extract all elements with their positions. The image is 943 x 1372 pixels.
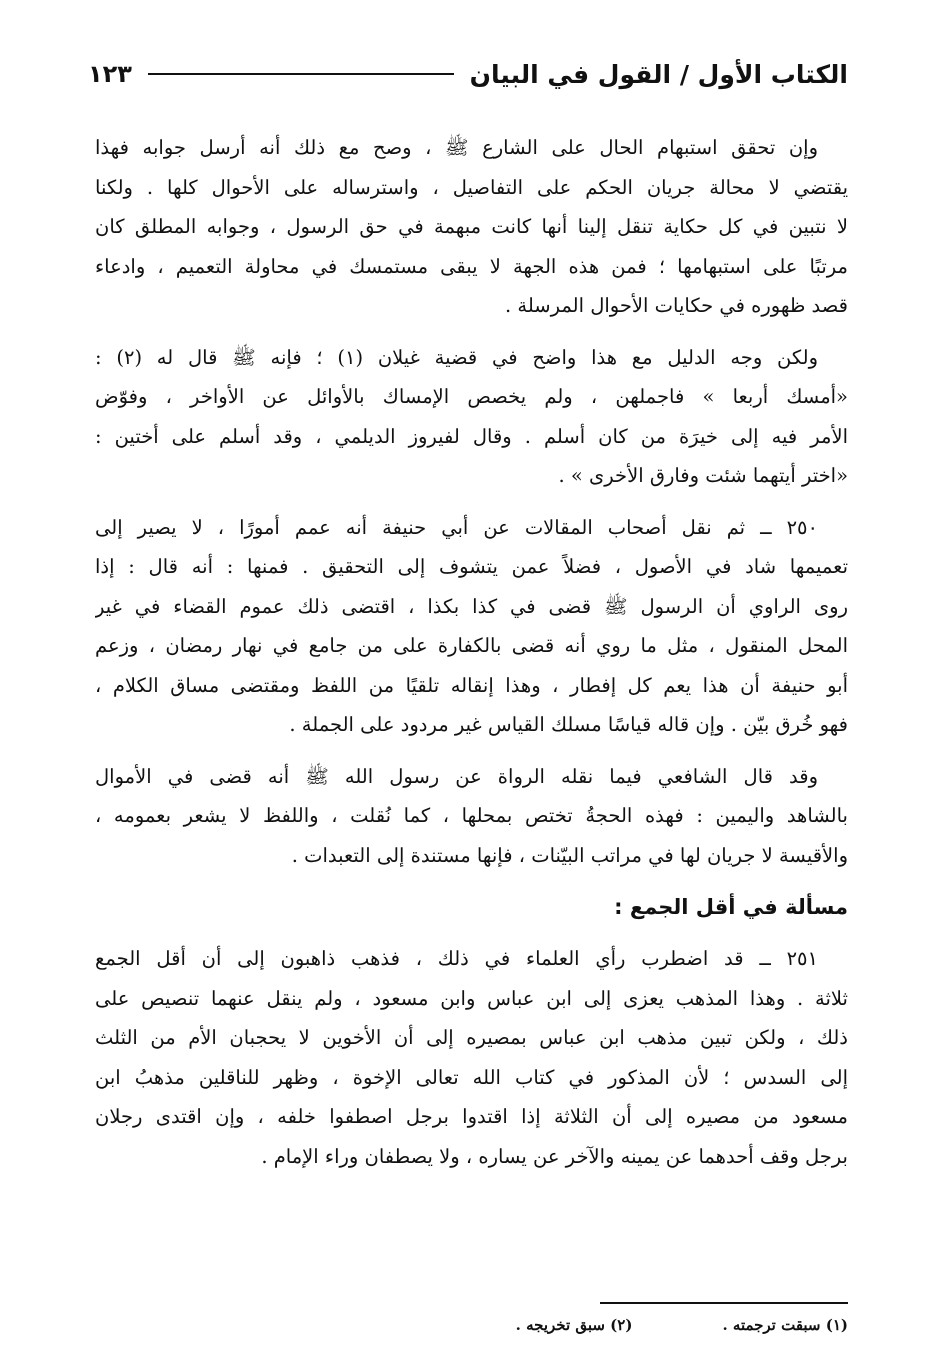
footnote-1: (١) سبقت ترجمته . — [722, 1316, 848, 1334]
header-rule — [148, 73, 454, 75]
footnote-rule — [600, 1302, 848, 1304]
text-line: والأقيسة لا جريان لها في مراتب البيّنات ، فإنها مستندة إلى التعبدات . — [291, 843, 848, 867]
text-line: بالشاهد واليمين : فهذه الحجةُ تختص بمحلها ، كما نُقلت ، واللفظ لا يشعر بعمومه ، — [95, 804, 848, 827]
text-line: ٢٥٠ ــ ثم نقل أصحاب المقالات عن أبي حنيفة أنه عمم أمورًا ، لا يصير إلى — [95, 515, 818, 539]
text-line: «أمسك أربعا » فاجملهن ، ولم يخصص الإمساك بالأوائل عن الأواخر ، وفوّض — [95, 385, 848, 408]
text-line: وإن تحقق استبهام الحال على الشارع ﷺ ، وصح مع ذلك أنه أرسل جوابه فهذا — [95, 136, 818, 159]
text-line: «اختر أيتهما شئت وفارق الأخرى » . — [558, 464, 848, 487]
chapter-title: الكتاب الأول / القول في البيان — [469, 59, 848, 89]
text-line: برجل وقف أحدهما عن يمينه والآخر عن يساره ، ولا يصطفان وراء الإمام . — [261, 1144, 848, 1168]
text-line: لا نتبين في كل حكاية تنقل إلينا أنها كانت مبهمة في حق الرسول ، وجوابه المطلق كان — [95, 215, 848, 238]
main-text — [95, 128, 848, 1188]
text-line: يقتضي لا محالة جريان الحكم على التفاصيل ، واسترساله على الأحوال كلها . ولكنا — [95, 175, 848, 199]
text-line: مسعود من مصيره إلى أن الثلاثة إذا اقتدوا برجل اصطفوا خلفه ، وإن اقتدى رجلان — [95, 1105, 848, 1128]
paragraph — [95, 939, 848, 1176]
text-line: ثلاثة . وهذا المذهب يعزى إلى ابن عباس وابن مسعود ، ولم ينقل عنهما تنصيص على — [95, 986, 848, 1010]
text-line: إلى السدس ؛ لأن المذكور في كتاب الله تعالى الإخوة ، وظهر للناقلين مذهبُ ابن — [95, 1065, 848, 1089]
text-line: المحل المنقول ، مثل ما روي أنه قضى بالكفارة على من جامع في نهار رمضان ، وزعم — [95, 634, 848, 657]
text-line: تعميمها شاد في الأصول ، فضلاً عمن يتشوف إلى التحقيق . فمنها : أنه قال : إذا — [95, 555, 848, 578]
text-line: ولكن وجه الدليل مع هذا واضح في قضية غيلان (١) ؛ فإنه ﷺ قال له (٢) : — [95, 345, 818, 369]
paragraph — [95, 128, 848, 326]
text-line: قصد ظهوره في حكايات الأحوال المرسلة . — [504, 294, 848, 317]
paragraph — [95, 508, 848, 745]
text-line: ٢٥١ ــ قد اضطرب رأي العلماء في ذلك ، فذهب ذاهبون إلى أن أقل الجمع — [95, 947, 818, 970]
section-heading: مسألة في أقل الجمع : — [614, 895, 848, 919]
page-number: ١٢٣ — [88, 60, 132, 88]
paragraph — [95, 338, 848, 496]
text-line: أبو حنيفة أن هذا يعم كل إفطار ، وهذا إنقاله تلقيًا من اللفظ ومقتضى مساق الكلام ، — [95, 673, 848, 697]
footnotes — [300, 1316, 848, 1334]
text-line: روى الراوي أن الرسول ﷺ قضى في كذا بكذا ، اقتضى ذلك عموم القضاء في غير — [95, 594, 848, 618]
paragraph — [95, 757, 848, 876]
footnote-2: (٢) سبق تخريجه . — [515, 1316, 633, 1334]
text-line: الأمر فيه إلى خيرَة من كان أسلم . وقال لفيروز الديلمي ، وقد أسلم على أختين : — [95, 424, 848, 448]
text-line: وقد قال الشافعي فيما نقله الرواة عن رسول الله ﷺ أنه قضى في الأموال — [95, 764, 818, 788]
running-header — [88, 52, 848, 96]
text-line: ذلك ، ولكن تبين مذهب ابن عباس بمصيره إلى أن الأخوين لا يحجبان الأم من الثلث — [95, 1026, 848, 1049]
text-line: مرتبًا على استبهامها ؛ فمن هذه الجهة لا يبقى مستمسك في محاولة التعميم ، وادعاء — [95, 254, 848, 278]
text-line: فهو خُرق بيّن . وإن قاله قياسًا مسلك القياس غير مردود على الجملة . — [289, 713, 848, 736]
